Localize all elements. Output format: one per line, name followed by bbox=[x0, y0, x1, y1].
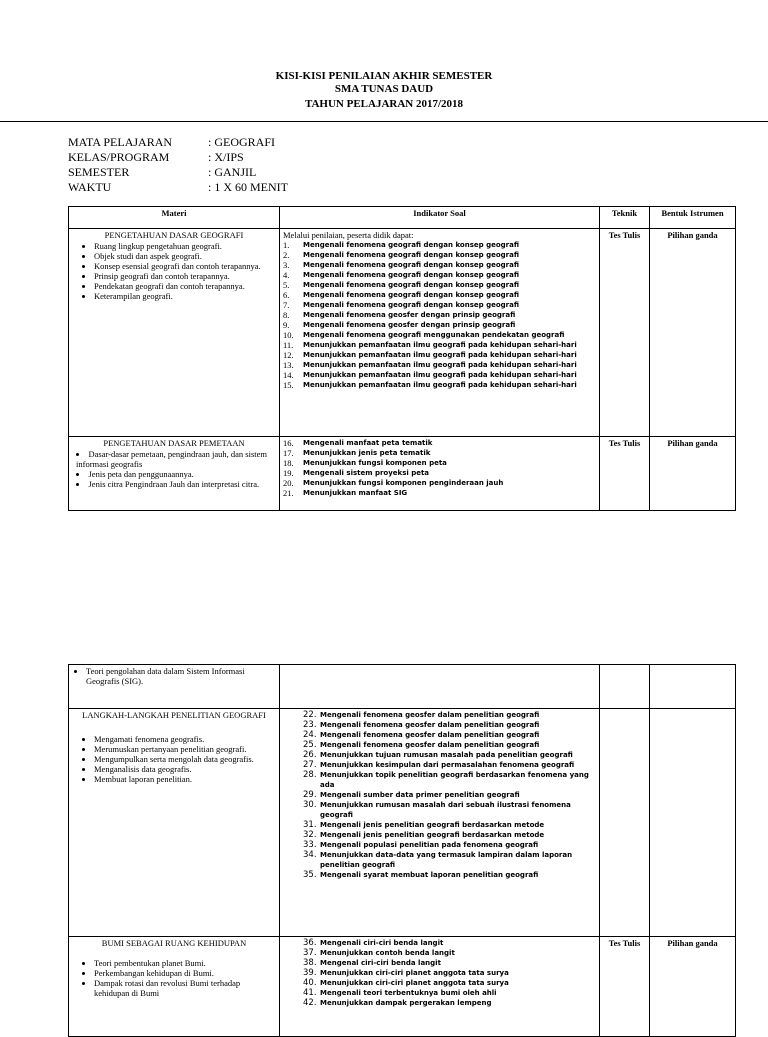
list-item: 42. Menunjukkan dampak pergerakan lempeng bbox=[303, 998, 492, 1008]
list-item: • Dasar-dasar pemetaan, pengindraan jauh, dan sistem informasi geografis bbox=[76, 449, 276, 469]
bentuk-cell bbox=[650, 665, 736, 709]
teknik-cell: Tes Tulis bbox=[600, 229, 650, 437]
list-item: 12. Menunjukkan pemanfaatan ilmu geografi pada kehidupan sehari-hari bbox=[283, 350, 577, 360]
materi-cell bbox=[69, 937, 280, 1037]
indikator-cell bbox=[280, 709, 600, 937]
materi-list bbox=[72, 241, 276, 301]
list-item: • Pendekatan geografi dan contoh terapannya. bbox=[94, 281, 276, 291]
teknik-cell bbox=[600, 709, 650, 937]
indikator-list bbox=[283, 438, 596, 498]
materi-title: PENGETAHUAN DASAR GEOGRAFI bbox=[104, 230, 244, 240]
list-item: • Perkembangan kehidupan di Bumi. bbox=[94, 968, 276, 978]
meta-row: MATA PELAJARAN : GEOGRAFI bbox=[68, 135, 276, 149]
list-item: 5. Mengenali fenomena geografi dengan konsep geografi bbox=[283, 280, 520, 290]
meta-row: KELAS/PROGRAM : X/IPS bbox=[68, 150, 244, 164]
list-item: 15. Menunjukkan pemanfaatan ilmu geografi pada kehidupan sehari-hari bbox=[283, 380, 577, 390]
list-item: 25. Mengenali fenomena geosfer dalam penelitian geografi bbox=[303, 740, 540, 750]
doc-title: KISI-KISI PENILAIAN AKHIR SEMESTER bbox=[275, 70, 493, 82]
list-item: 29. Mengenali sumber data primer penelitian geografi bbox=[303, 790, 520, 800]
indikator-list bbox=[283, 240, 596, 390]
list-item: • Membuat laporan penelitian. bbox=[94, 774, 276, 784]
list-item: 16. Mengenali manfaat peta tematik bbox=[283, 438, 433, 448]
materi-list bbox=[72, 449, 276, 489]
academic-year: TAHUN PELAJARAN 2017/2018 bbox=[304, 98, 464, 110]
list-item: 24. Mengenali fenomena geosfer dalam penelitian geografi bbox=[303, 730, 540, 740]
bentuk-cell: Pilihan ganda bbox=[650, 937, 736, 1037]
bentuk-cell: Pilihan ganda bbox=[650, 229, 736, 437]
indikator-list bbox=[283, 938, 596, 1008]
bentuk-cell: Pilihan ganda bbox=[650, 437, 736, 511]
teknik-cell bbox=[600, 665, 650, 709]
meta-block bbox=[68, 135, 288, 195]
meta-row: WAKTU : 1 X 60 MENIT bbox=[68, 180, 288, 194]
list-item: • Mengumpulkan serta mengolah data geografis. bbox=[94, 754, 276, 764]
table-header-row bbox=[69, 207, 736, 229]
list-item: 39. Menunjukkan ciri-ciri planet anggota tata surya bbox=[303, 968, 509, 978]
list-item: 27. Menunjukkan kesimpulan dari permasalahan fenomena geografi bbox=[303, 760, 575, 770]
col-header-teknik: Teknik bbox=[600, 207, 650, 229]
list-item: 19. Mengenali sistem proyeksi peta bbox=[283, 468, 430, 478]
table-row bbox=[69, 437, 736, 511]
col-header-materi: Materi bbox=[69, 207, 280, 229]
list-item: 11. Menunjukkan pemanfaatan ilmu geografi pada kehidupan sehari-hari bbox=[283, 340, 577, 350]
materi-title: BUMI SEBAGAI RUANG KEHIDUPAN bbox=[101, 938, 247, 948]
list-item: • Prinsip geografi dan contoh terapannya. bbox=[94, 271, 276, 281]
list-item: 34. Menunjukkan data-data yang termasuk lampiran dalam laporan penelitian geografi bbox=[303, 850, 573, 869]
list-item: 33. Mengenali populasi penelitian pada fenomena geografi bbox=[303, 840, 539, 850]
materi-cell bbox=[69, 437, 280, 511]
kisi-table-continued bbox=[68, 664, 736, 1037]
list-item: 31. Mengenali jenis penelitian geografi berdasarkan metode bbox=[303, 820, 545, 830]
list-item: 23. Mengenali fenomena geosfer dalam penelitian geografi bbox=[303, 720, 540, 730]
list-item: 40. Menunjukkan ciri-ciri planet anggota tata surya bbox=[303, 978, 509, 988]
materi-list bbox=[72, 958, 276, 998]
list-item: 4. Mengenali fenomena geografi dengan konsep geografi bbox=[283, 270, 520, 280]
list-item: • Dampak rotasi dan revolusi Bumi terhadap kehidupan di Bumi bbox=[94, 978, 276, 998]
indikator-list bbox=[283, 710, 596, 880]
list-item: 30. Menunjukkan rumusan masalah dari sebuah ilustrasi fenomena geografi bbox=[303, 800, 571, 819]
kisi-table bbox=[68, 206, 736, 511]
list-item: 6. Mengenali fenomena geografi dengan konsep geografi bbox=[283, 290, 520, 300]
materi-title: LANGKAH-LANGKAH PENELITIAN GEOGRAFI bbox=[82, 710, 266, 720]
bentuk-cell bbox=[650, 709, 736, 937]
list-item: 9. Mengenali fenomena geosfer dengan prinsip geografi bbox=[283, 320, 516, 330]
teknik-cell: Tes Tulis bbox=[600, 437, 650, 511]
list-item: 2. Mengenali fenomena geografi dengan konsep geografi bbox=[283, 250, 520, 260]
list-item: • Jenis citra Pengindraan Jauh dan interpretasi citra. bbox=[76, 479, 276, 489]
list-item: 1. Mengenali fenomena geografi dengan konsep geografi bbox=[283, 240, 520, 250]
list-item: 22. Mengenali fenomena geosfer dalam penelitian geografi bbox=[303, 710, 540, 720]
table-row bbox=[69, 937, 736, 1037]
list-item: 41. Mengenali teori terbentuknya bumi oleh ahli bbox=[303, 988, 497, 998]
list-item: 13. Menunjukkan pemanfaatan ilmu geografi pada kehidupan sehari-hari bbox=[283, 360, 577, 370]
list-item: 17. Menunjukkan jenis peta tematik bbox=[283, 448, 431, 458]
list-item: 28. Menunjukkan topik penelitian geografi berdasarkan fenomena yang ada bbox=[303, 770, 589, 789]
list-item: 37. Menunjukkan contoh benda langit bbox=[303, 948, 455, 958]
list-item: • Ruang lingkup pengetahuan geografi. bbox=[94, 241, 276, 251]
list-item: 35. Mengenali syarat membuat laporan penelitian geografi bbox=[303, 870, 539, 880]
list-item: 38. Mengenal ciri-ciri benda langit bbox=[303, 958, 441, 968]
table-row bbox=[69, 709, 736, 937]
list-item: • Jenis peta dan penggunaannya. bbox=[76, 469, 276, 479]
materi-list bbox=[72, 666, 276, 686]
list-item: 26. Menunjukkan tujuan rumusan masalah pada penelitian geografi bbox=[303, 750, 573, 760]
list-item: 10. Mengenali fenomena geografi menggunakan pendekatan geografi bbox=[283, 330, 565, 340]
school-name: SMA TUNAS DAUD bbox=[334, 83, 434, 95]
list-item: • Konsep esensial geografi dan contoh terapannya. bbox=[94, 261, 276, 271]
list-item: • Merumuskan pertanyaan penelitian geografi. bbox=[94, 744, 276, 754]
table-row bbox=[69, 665, 736, 709]
col-header-bentuk: Bentuk Istrumen bbox=[650, 207, 736, 229]
list-item: 3. Mengenali fenomena geografi dengan konsep geografi bbox=[283, 260, 520, 270]
list-item: 14. Menunjukkan pemanfaatan ilmu geografi pada kehidupan sehari-hari bbox=[283, 370, 577, 380]
list-item: • Teori pengolahan data dalam Sistem Informasi Geografis (SIG). bbox=[86, 666, 276, 686]
list-item: • Keterampilan geografi. bbox=[94, 291, 276, 301]
indikator-cell bbox=[280, 437, 600, 511]
meta-row: SEMESTER : GANJIL bbox=[68, 165, 257, 179]
materi-title: PENGETAHUAN DASAR PEMETAAN bbox=[103, 438, 245, 448]
teknik-cell: Tes Tulis bbox=[600, 937, 650, 1037]
list-item: 21. Menunjukkan manfaat SIG bbox=[283, 488, 408, 498]
indikator-intro: Melalui penilaian, peserta didik dapat: bbox=[283, 230, 414, 240]
list-item: 18. Menunjukkan fungsi komponen peta bbox=[283, 458, 447, 468]
list-item: • Teori pembentukan planet Bumi. bbox=[94, 958, 276, 968]
list-item: • Mengamati fenomena geografis. bbox=[94, 734, 276, 744]
list-item: 7. Mengenali fenomena geografi dengan konsep geografi bbox=[283, 300, 520, 310]
table-row bbox=[69, 229, 736, 437]
materi-cell bbox=[69, 229, 280, 437]
indikator-cell bbox=[280, 229, 600, 437]
indikator-cell bbox=[280, 665, 600, 709]
list-item: • Menganalisis data geografis. bbox=[94, 764, 276, 774]
indikator-cell bbox=[280, 937, 600, 1037]
materi-cell bbox=[69, 665, 280, 709]
list-item: 36. Mengenali ciri-ciri benda langit bbox=[303, 938, 444, 948]
col-header-indikator: Indikator Soal bbox=[280, 207, 600, 229]
list-item: 8. Mengenali fenomena geosfer dengan prinsip geografi bbox=[283, 310, 516, 320]
materi-list bbox=[72, 734, 276, 784]
list-item: 20. Menunjukkan fungsi komponen penginderaan jauh bbox=[283, 478, 504, 488]
header-divider bbox=[0, 121, 768, 122]
list-item: • Objek studi dan aspek geografi. bbox=[94, 251, 276, 261]
materi-cell bbox=[69, 709, 280, 937]
list-item: 32. Mengenali jenis penelitian geografi berdasarkan metode bbox=[303, 830, 545, 840]
